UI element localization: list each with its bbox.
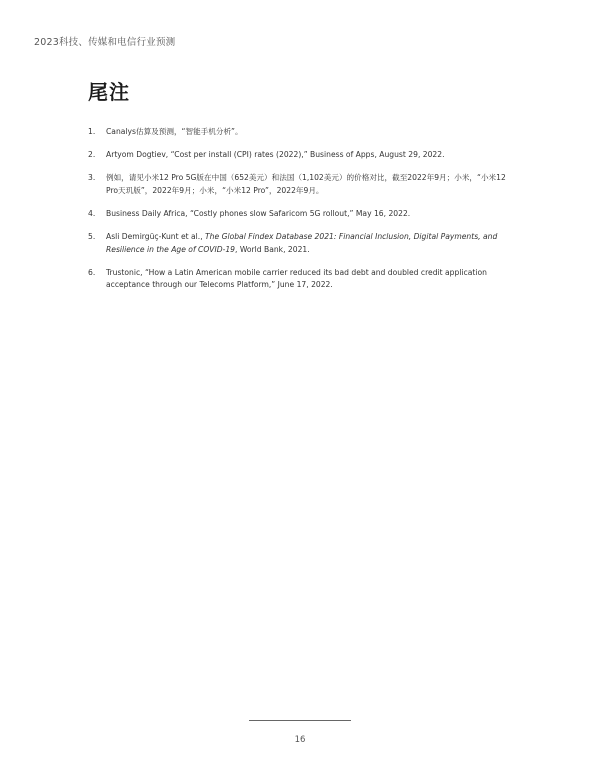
endnote-text — [106, 126, 510, 138]
endnote-number: 2. — [88, 150, 96, 160]
endnote-number: 4. — [88, 209, 96, 219]
endnote-text-part: Trustonic, “How a Latin American mobile carrier reduced its bad debt and doubled credit application acceptance through our Telecoms Platform,” June 17, 2022. — [106, 267, 487, 290]
endnote-text-part: Business Daily Africa, “Costly phones slow Safaricom 5G rollout,” May 16, 2022. — [106, 209, 411, 219]
endnote-item — [88, 231, 510, 256]
endnote-number: 5. — [88, 232, 96, 242]
running-header: 2023科技、传媒和电信行业预测 — [34, 37, 176, 48]
endnote-item — [88, 126, 510, 138]
endnote-italic-title: The Global Findex Database 2021: Financial Inclusion, Digital Payments, and Resilience in the Age of COVID-19 — [106, 232, 498, 254]
endnote-text — [106, 208, 510, 220]
endnote-text-part: , World Bank, 2021. — [235, 244, 310, 254]
endnote-item — [88, 208, 510, 220]
endnote-item — [88, 172, 510, 197]
endnote-text — [106, 149, 510, 161]
endnote-text-part: 例如，请见小米12 Pro 5G版在中国（652美元）和法国（1,102美元）的价格对比，截至2022年9月；小米，“小米12 Pro天玑版”，2022年9月；小米，“小米12 Pro”，2022年9月。 — [106, 173, 506, 195]
endnote-number: 3. — [88, 173, 96, 183]
page-number: 16 — [294, 735, 306, 745]
endnote-text — [106, 172, 510, 197]
page-title: 尾注 — [88, 80, 130, 104]
endnote-text — [106, 267, 510, 292]
endnote-item — [88, 149, 510, 161]
endnote-text — [106, 231, 510, 256]
endnote-text-part: Asli Demirgüç-Kunt et al., — [106, 232, 206, 242]
endnote-item — [88, 267, 510, 292]
endnote-text-part: Canalys估算及预测，“智能手机分析”。 — [106, 127, 243, 136]
endnote-text-part: Artyom Dogtiev, “Cost per install (CPI) rates (2022),” Business of Apps, August 29, 2022. — [106, 150, 445, 160]
endnote-number: 1. — [88, 127, 96, 136]
endnotes-list — [88, 126, 510, 302]
endnote-number: 6. — [88, 267, 96, 277]
footer-divider — [249, 720, 351, 721]
